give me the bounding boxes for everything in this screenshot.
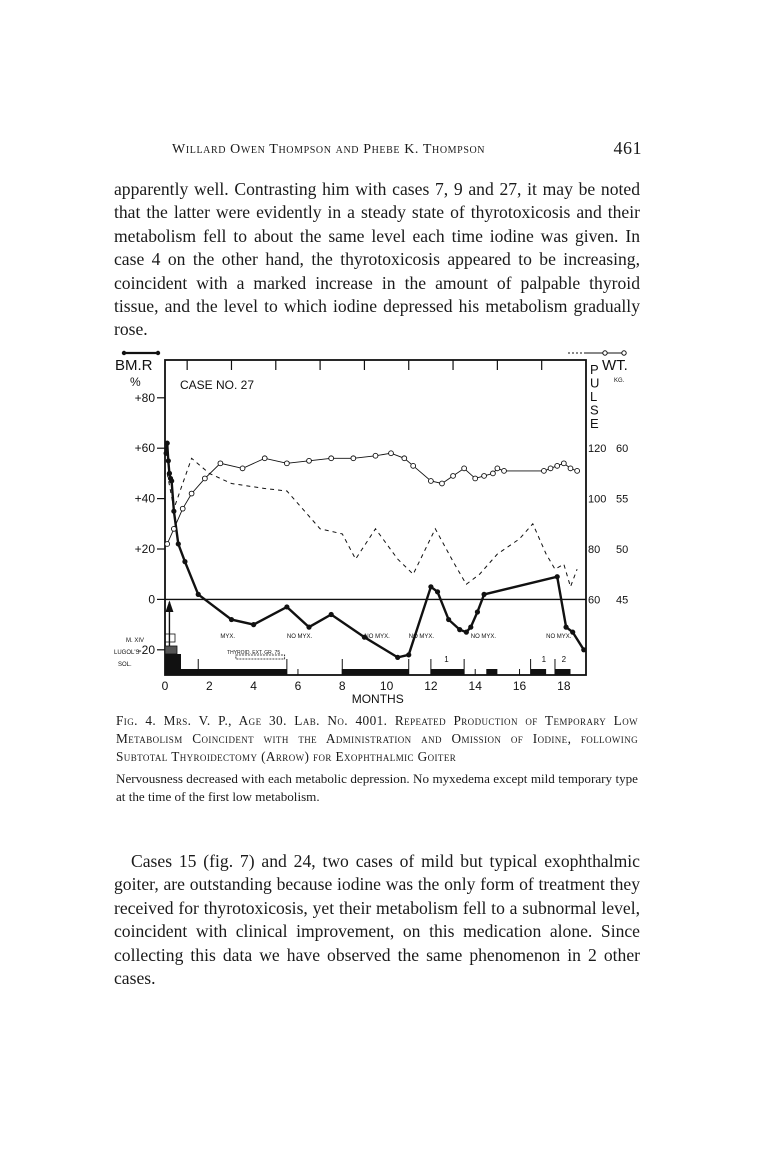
iodine-bar [531, 669, 547, 675]
row-label-sol: SOL. [118, 662, 132, 668]
annotation-no-myx: NO MYX. [546, 634, 572, 640]
y-right-pulse-tick-label: 60 [588, 594, 601, 607]
bmr-point [166, 458, 171, 463]
weight-point [495, 466, 500, 471]
row-label-myx: M. XIV [126, 638, 145, 644]
bmr-point [563, 625, 568, 630]
weight-point [389, 451, 394, 456]
annotation-no-myx: NO MYX. [364, 634, 390, 640]
pulse-line [167, 458, 577, 587]
bmr-point [464, 630, 469, 635]
weight-kg-label: KG. [614, 378, 625, 384]
y-left-tick-label: +60 [134, 441, 155, 456]
y-left-tick-label: +20 [134, 542, 155, 556]
figure-caption-note: Nervousness decreased with each metabolic depression. No myxedema except mild temporary type at the time of the first low metabolism. [116, 771, 638, 804]
weight-point [351, 456, 356, 461]
weight-point [329, 456, 334, 461]
y-right-pulse-tick-label: 120 [588, 443, 607, 456]
weight-point [240, 466, 245, 471]
weight-point [575, 468, 580, 473]
running-header-authors: Willard Owen Thompson and Phebe K. Thompson [172, 142, 486, 157]
bmr-point [251, 622, 256, 627]
x-axis-label: MONTHS [351, 692, 404, 706]
weight-point [473, 476, 478, 481]
iodine-bar [555, 669, 571, 675]
weight-line [167, 453, 577, 544]
iodine-bar [342, 669, 408, 675]
y-right-weight-tick-label: 45 [616, 594, 629, 607]
bmr-point [475, 609, 480, 614]
dose-mark: 1 [541, 655, 547, 664]
weight-point [502, 468, 507, 473]
lugols-box [165, 646, 177, 654]
pulse-axis-letter: U [590, 375, 600, 391]
weight-point [568, 466, 573, 471]
weight-point [284, 461, 289, 466]
bmr-percent-label: % [130, 375, 141, 389]
annotation-no-myx: NO MYX. [286, 634, 313, 640]
paragraph-2 [114, 850, 640, 990]
legend-bmr-dot [156, 351, 160, 355]
dose-mark: 1 [444, 655, 449, 664]
x-tick-label: 6 [294, 679, 302, 693]
figure-4 [112, 340, 642, 710]
legend-weight-dot [622, 351, 626, 355]
case-label: CASE NO. 27 [180, 378, 255, 392]
weight-point [428, 479, 433, 484]
pulse-axis-letter: P [590, 362, 599, 377]
weight-point [440, 481, 445, 486]
x-tick-label: 10 [379, 679, 394, 693]
figure-caption [116, 712, 638, 806]
bmr-point [395, 655, 400, 660]
annotation-no-myx: NO MYX. [470, 634, 497, 640]
annotation-thyroid-extract: THYROID. EXT. GR. 75 [227, 650, 281, 656]
bmr-point [306, 625, 311, 630]
thyroidectomy-arrowhead [165, 600, 173, 612]
weight-point [462, 466, 467, 471]
iodine-bar [165, 669, 198, 675]
paragraph-2-text: Cases 15 (fig. 7) and 24, two cases of mild but typical exophthalmic goiter, are outstanding because iodine was the only form of treatment they received for thyrotoxicosis, yet their metabolism fell to a subnormal level, coincident with clinical improvement, on this medication alone. Since collecting this data we have observed the same phenomenon in 2 other cases. [114, 851, 640, 989]
bmr-point [169, 478, 174, 483]
bmr-point [329, 612, 334, 617]
weight-point [555, 463, 560, 468]
weight-point [165, 542, 170, 547]
weight-point [451, 474, 456, 479]
weight-axis-label: WT. [602, 357, 628, 374]
y-right-weight-tick-label: 55 [616, 493, 629, 506]
annotation-no-myx: NO MYX. [408, 634, 435, 640]
weight-point [402, 456, 407, 461]
chart-labels [114, 357, 628, 668]
bmr-point [182, 559, 187, 564]
legend-bmr-dot [122, 351, 126, 355]
y-right-weight-tick-label: 50 [616, 544, 629, 556]
x-tick-label: 2 [205, 679, 213, 693]
bmr-point [446, 617, 451, 622]
pulse-axis-letter: S [590, 402, 599, 418]
bmr-point [481, 592, 486, 597]
bmr-point [468, 625, 473, 630]
bmr-point [165, 441, 170, 446]
weight-point [202, 476, 207, 481]
chart-frame [122, 351, 629, 675]
weight-point [171, 526, 176, 531]
bmr-axis-label: BM.R [115, 357, 153, 374]
weight-point [307, 458, 312, 463]
weight-point [180, 506, 185, 511]
x-tick-label: 16 [512, 679, 527, 693]
y-right-weight-tick-label: 60 [616, 443, 629, 456]
legend-weight-dot [603, 351, 607, 355]
x-tick-label: 8 [338, 679, 346, 693]
annotation-myx: MYX. [220, 634, 236, 640]
weight-point [189, 491, 194, 496]
weight-point [548, 466, 553, 471]
x-tick-label: 4 [250, 679, 257, 693]
iodine-bar [486, 669, 497, 675]
bmr-point [196, 592, 201, 597]
page-number: 461 [613, 138, 642, 158]
dose-mark: 2 [561, 655, 567, 664]
x-tick-label: 0 [161, 679, 169, 693]
y-right-pulse-tick-label: 100 [588, 493, 607, 506]
iodine-bar [198, 669, 287, 675]
figure-caption-title: Fig. 4. Mrs. V. P., Age 30. Lab. No. 4001. Repeated Production of Temporary Low Metabolism Coincident with the Administration and Omission of Iodine, following Subtotal Thyroidectomy (Arrow) for Exophthalmic Goiter [116, 713, 638, 764]
pulse-axis-letter: E [590, 416, 599, 431]
weight-point [542, 468, 547, 473]
weight-point [262, 456, 267, 461]
x-tick-label: 18 [557, 679, 571, 693]
weight-point [491, 471, 496, 476]
bmr-point [555, 574, 560, 579]
bmr-point [229, 617, 234, 622]
paragraph-1 [114, 178, 640, 342]
row-label-lugols: LUGOL'S [114, 650, 140, 656]
bmr-point [435, 589, 440, 594]
plot-frame [165, 360, 586, 675]
bmr-point [581, 647, 586, 652]
paragraph-1-text: apparently well. Contrasting him with cases 7, 9 and 27, it may be noted that the latter were evidently in a steady state of thyrotoxicosis and their metabolism fell to about the same level each time iodine was given. In case 4 on the other hand, the thyrotoxicosis appeared to be increasing, coincident with a marked increase in the amount of palpable thyroid tissue, and the level to which iodine depressed his metabolism gradually rose. [114, 179, 640, 340]
y-left-tick-label: 0 [148, 592, 155, 607]
y-left-tick-label: +40 [134, 491, 155, 506]
weight-point [411, 463, 416, 468]
bmr-point [457, 627, 462, 632]
pulse-axis-letter: L [590, 389, 598, 404]
x-tick-label: 12 [424, 679, 438, 693]
bmr-point [284, 604, 289, 609]
y-right-pulse-tick-label: 80 [588, 544, 601, 556]
bmr-point [164, 451, 169, 456]
weight-point [482, 474, 487, 479]
y-left-tick-label: +80 [134, 390, 155, 405]
y-left-tick-label: -20 [137, 642, 155, 657]
weight-point [561, 461, 566, 466]
bmr-line [166, 443, 584, 657]
weight-point [218, 461, 223, 466]
weight-point [373, 453, 378, 458]
iodine-bar [431, 669, 464, 675]
bmr-chart [112, 340, 642, 710]
bmr-point [428, 584, 433, 589]
bmr-point [406, 652, 411, 657]
x-tick-label: 14 [468, 679, 482, 693]
chart-axes [135, 391, 629, 706]
bmr-point [176, 541, 181, 546]
